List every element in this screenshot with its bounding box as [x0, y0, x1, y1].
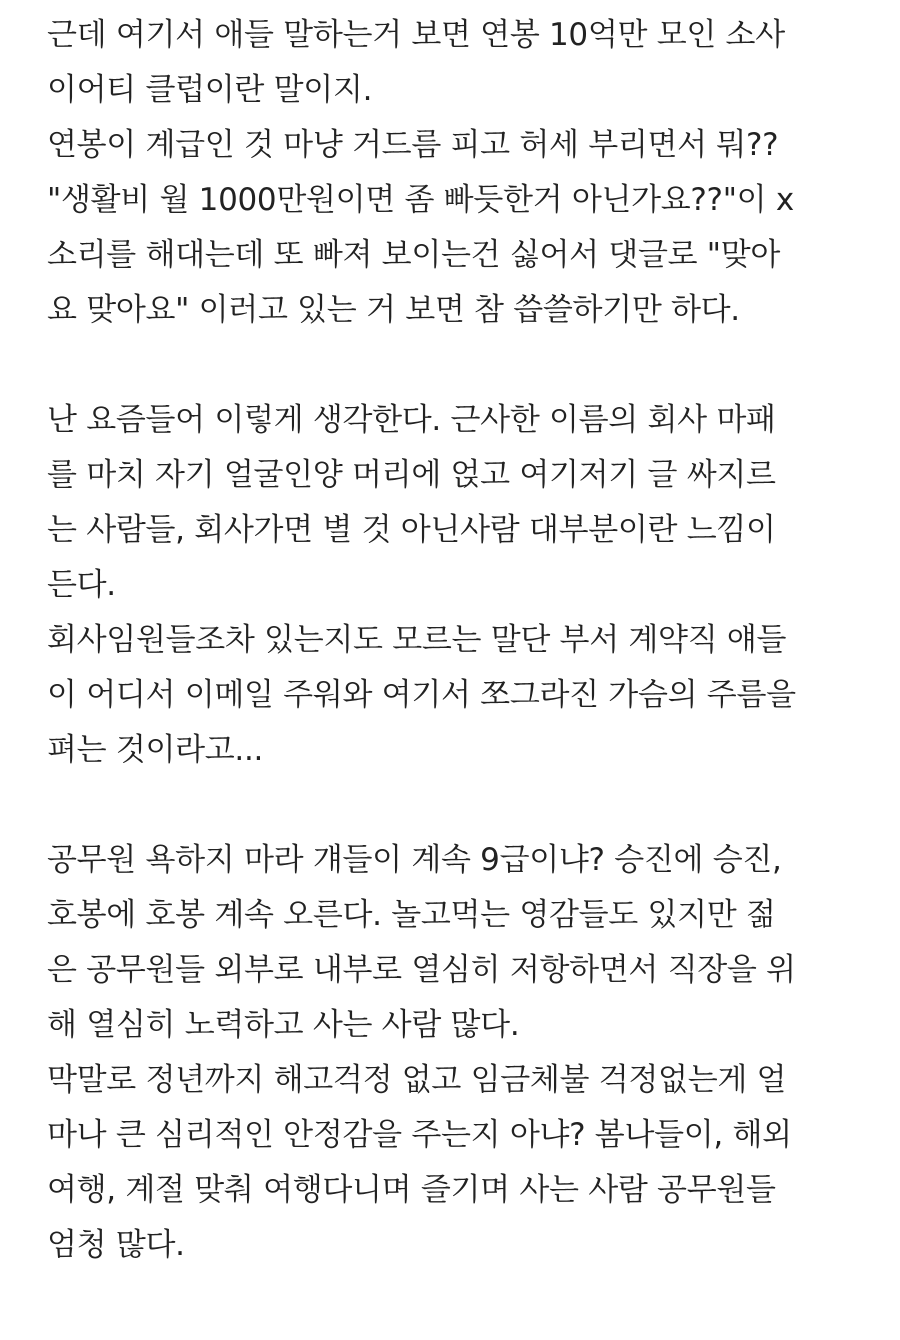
text-line: 는 사람들, 회사가면 별 것 아닌사람 대부분이란 느낌이 — [47, 512, 776, 548]
text-line: 난 요즘들어 이렇게 생각한다. 근사한 이름의 회사 마패 — [47, 402, 776, 438]
text-line: 여행, 계절 맞춰 여행다니며 즐기며 사는 사람 공무원들 — [47, 1172, 776, 1208]
text-line: 은 공무원들 외부로 내부로 열심히 저항하면서 직장을 위 — [47, 952, 796, 988]
text-line: 든다. — [47, 567, 116, 603]
text-line: 엄청 많다. — [47, 1227, 185, 1263]
text-line: 근데 여기서 애들 말하는거 보면 연봉 10억만 모인 소사 — [47, 17, 785, 53]
text-line: 해 열심히 노력하고 사는 사람 많다. — [47, 1007, 520, 1043]
paragraph — [47, 833, 887, 1273]
text-line: 요 맞아요" 이러고 있는 거 보면 참 씁쓸하기만 하다. — [47, 292, 740, 328]
text-line: 이 어디서 이메일 주워와 여기서 쪼그라진 가슴의 주름을 — [47, 677, 796, 713]
post-body — [47, 8, 887, 1273]
text-line: 호봉에 호봉 계속 오른다. 놀고먹는 영감들도 있지만 젊 — [47, 897, 776, 933]
text-line: 막말로 정년까지 해고걱정 없고 임금체불 걱정없는게 얼 — [47, 1062, 787, 1098]
text-line: 를 마치 자기 얼굴인양 머리에 얹고 여기저기 글 싸지르 — [47, 457, 776, 493]
text-line: 연봉이 계급인 것 마냥 거드름 피고 허세 부리면서 뭐?? — [47, 127, 779, 163]
text-line: 이어티 클럽이란 말이지. — [47, 72, 373, 108]
text-line: 회사임원들조차 있는지도 모르는 말단 부서 계약직 얘들 — [47, 622, 787, 658]
text-line: 소리를 해대는데 또 빠져 보이는건 싫어서 댓글로 "맞아 — [47, 237, 781, 273]
text-line: 공무원 욕하지 마라 걔들이 계속 9급이냐? 승진에 승진, — [47, 842, 782, 878]
text-line: 펴는 것이라고... — [47, 732, 264, 768]
paragraph — [47, 393, 887, 778]
text-line: "생활비 월 1000만원이면 좀 빠듯한거 아닌가요??"이 x — [47, 182, 794, 218]
text-line: 마나 큰 심리적인 안정감을 주는지 아냐? 봄나들이, 해외 — [47, 1117, 792, 1153]
paragraph — [47, 8, 887, 338]
